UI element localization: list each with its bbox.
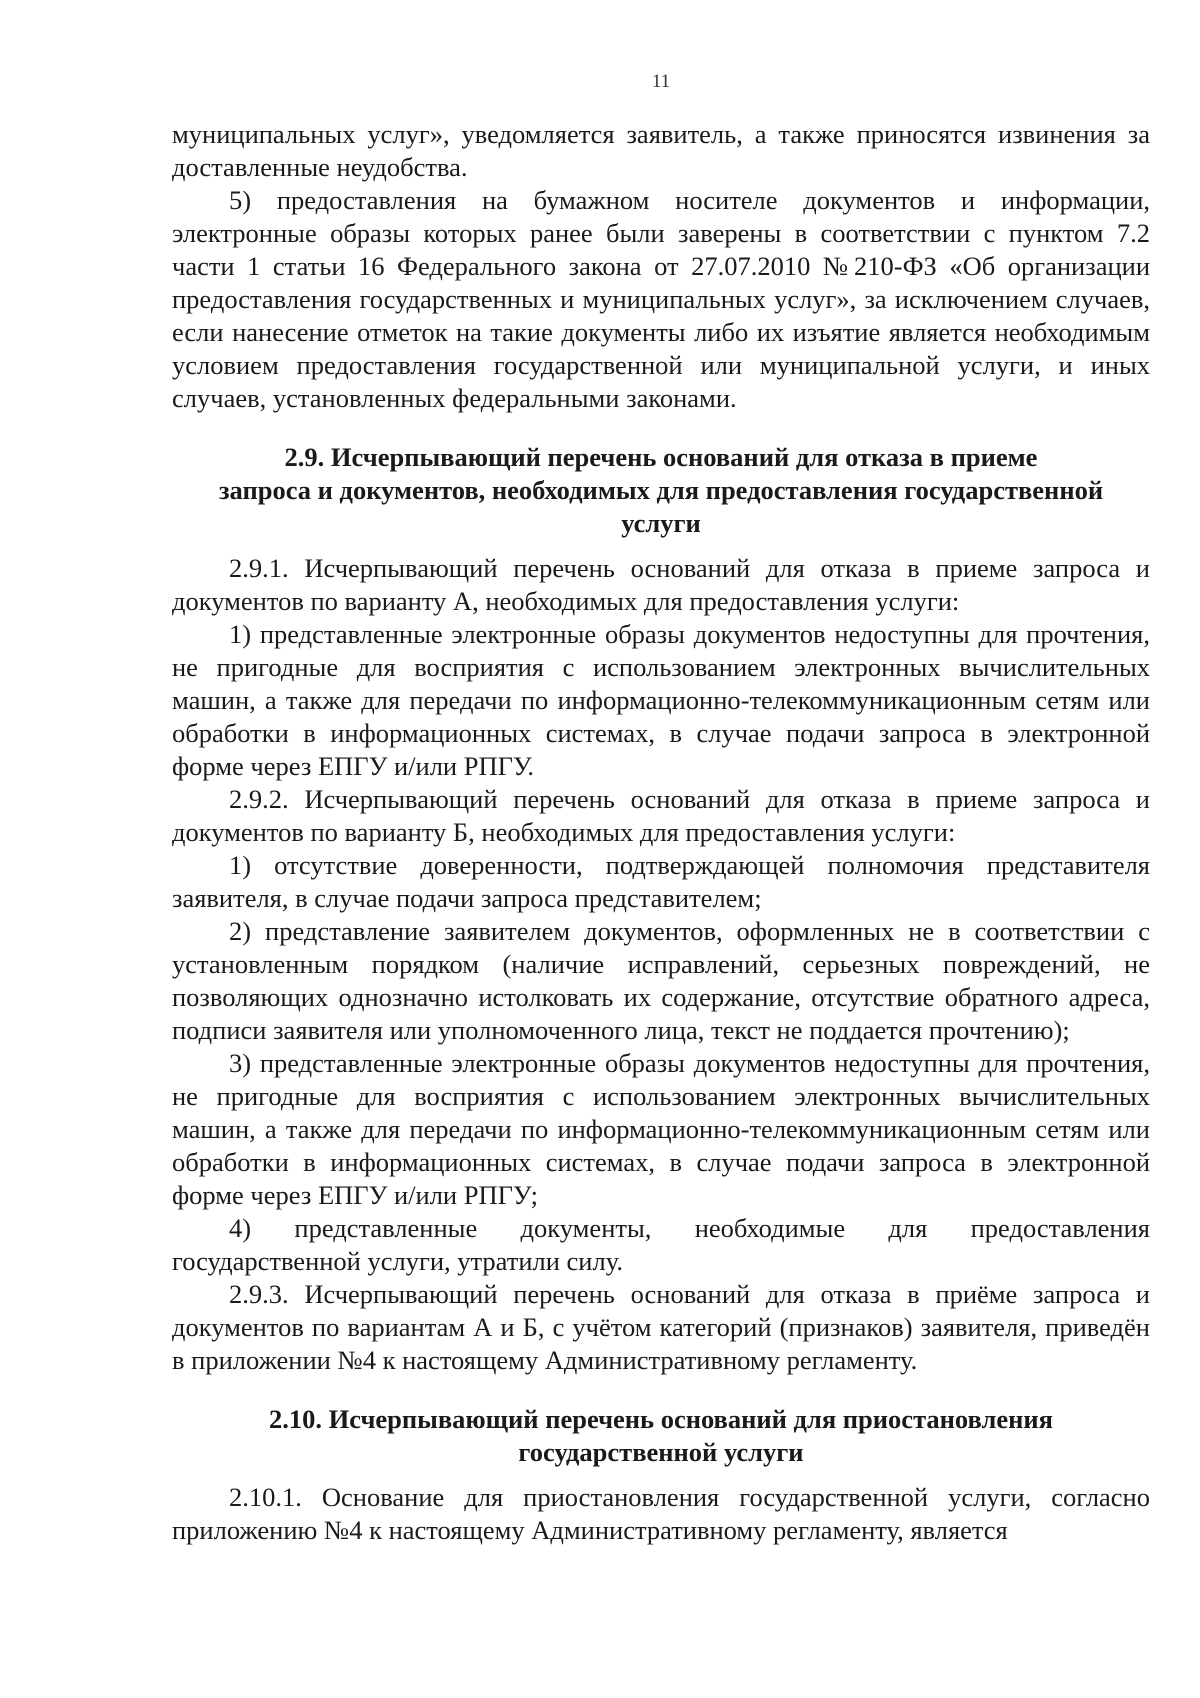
section-heading-2-10 — [172, 1403, 1150, 1469]
paragraph-continuation: муниципальных услуг», уведомляется заявитель, а также приносятся извинения за доставленные неудобства. — [172, 119, 1150, 182]
paragraph-2-9-1: 2.9.1. Исчерпывающий перечень оснований для отказа в приеме запроса и документов по варианту А, необходимых для предоставления услуги: — [172, 553, 1150, 616]
paragraph-2-9-2-item-3: 3) представленные электронные образы документов недоступны для прочтения, не пригодные для восприятия с использованием электронных вычислительных машин, а также для передачи по информационно-телекоммуникационным сетям или обработки в информационных системах, в случае подачи запроса в электронной форме через ЕПГУ и/или РПГУ; — [172, 1048, 1150, 1210]
paragraph-2-9-2-item-4: 4) представленные документы, необходимые для предоставления государственной услуги, утратили силу. — [172, 1213, 1150, 1276]
paragraph-2-9-3: 2.9.3. Исчерпывающий перечень оснований для отказа в приёме запроса и документов по вариантам А и Б, с учётом категорий (признаков) заявителя, приведён в приложении №4 к настоящему Административному регламенту. — [172, 1279, 1150, 1375]
page-number: 11 — [651, 71, 671, 92]
document-page — [172, 70, 1150, 1547]
heading-line: 2.10. Исчерпывающий перечень оснований для приостановления — [268, 1404, 1053, 1434]
paragraph-2-10-1: 2.10.1. Основание для приостановления государственной услуги, согласно приложению №4 к настоящему Административному регламенту, является — [172, 1482, 1150, 1545]
section-heading-2-9 — [172, 441, 1150, 540]
paragraph-item-5: 5) предоставления на бумажном носителе документов и информации, электронные образы которых ранее были заверены в соответствии с пунктом 7.2 части 1 статьи 16 Федерального закона от 27.07.2010 №210-ФЗ «Об организации предоставления государственных и муниципальных услуг», за исключением случаев, если нанесение отметок на такие документы либо их изъятие является необходимым условием предоставления государственной или муниципальной услуги, и иных случаев, установленных федеральными законами. — [172, 185, 1150, 413]
heading-line: услуги — [621, 508, 701, 538]
heading-line: запроса и документов, необходимых для предоставления государственной — [218, 475, 1104, 505]
paragraph-2-9-2-item-1: 1) отсутствие доверенности, подтверждающей полномочия представителя заявителя, в случае подачи запроса представителем; — [172, 850, 1150, 913]
paragraph-2-9-2: 2.9.2. Исчерпывающий перечень оснований для отказа в приеме запроса и документов по варианту Б, необходимых для предоставления услуги: — [172, 784, 1150, 847]
paragraph-2-9-1-item-1: 1) представленные электронные образы документов недоступны для прочтения, не пригодные для восприятия с использованием электронных вычислительных машин, а также для передачи по информационно-телекоммуникационным сетям или обработки в информационных системах, в случае подачи запроса в электронной форме через ЕПГУ и/или РПГУ. — [172, 619, 1150, 781]
heading-line: 2.9. Исчерпывающий перечень оснований для отказа в приеме — [284, 442, 1038, 472]
heading-line: государственной услуги — [518, 1437, 804, 1467]
paragraph-2-9-2-item-2: 2) представление заявителем документов, оформленных не в соответствии с установленным порядком (наличие исправлений, серьезных повреждений, не позволяющих однозначно истолковать их содержание, отсутствие обратного адреса, подписи заявителя или уполномоченного лица, текст не поддается прочтению); — [172, 916, 1150, 1045]
